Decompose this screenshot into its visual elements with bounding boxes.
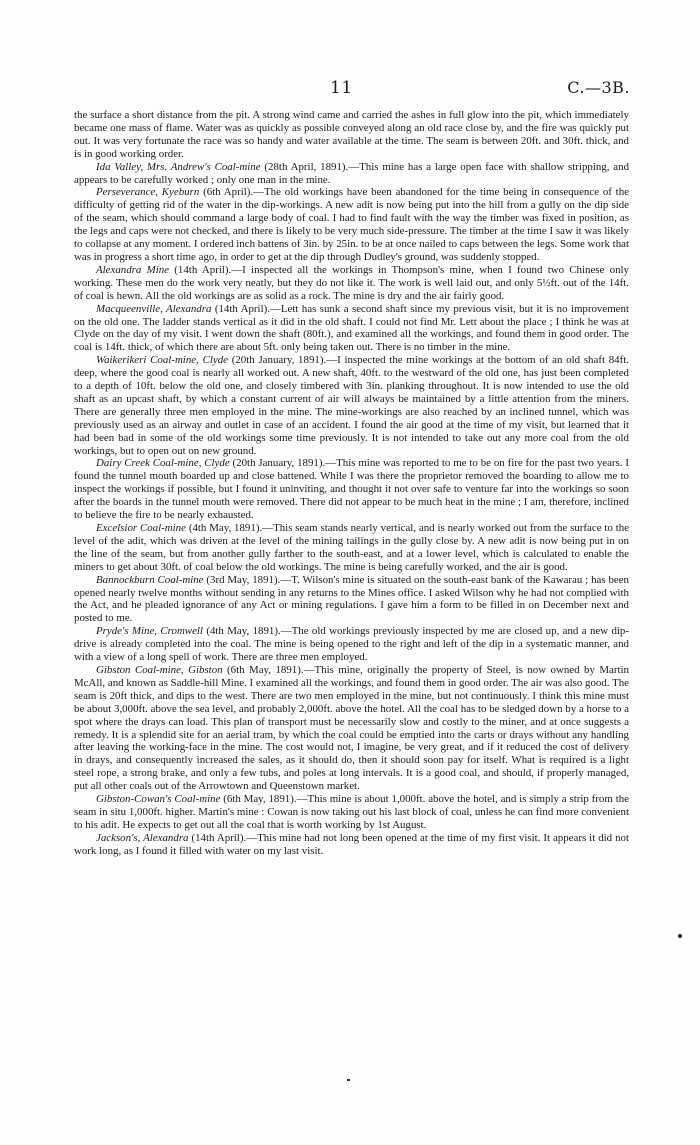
report-paragraph <box>74 832 629 858</box>
mine-title: Excelsior Coal-mine <box>96 522 186 534</box>
report-paragraph <box>74 109 629 161</box>
report-paragraph <box>74 793 629 832</box>
report-paragraph <box>74 161 629 187</box>
page-header <box>0 78 700 100</box>
report-body <box>74 109 629 858</box>
paragraph-text: (4th May, 1891).—The old workings previously inspected by me are closed up, and a new dip-drive is already completed into the coal. The mine is being opened to the right and left of the dip in a systematic manner, and with a view of a long spell of work. There are three men employed. <box>74 625 629 664</box>
margin-dot-mark <box>678 934 682 938</box>
mine-title: Waikerikeri Coal-mine, Clyde <box>96 354 228 367</box>
paragraph-text: (14th April).—Lett has sunk a second shaft since my previous visit, but it is no improvement on the old one. The ladder stands vertical as it did in the old shaft. I could not find Mr. Lett about the place ; I think he was at Clyde on the day of my visit. I went down the shaft (80ft.), and examined all the workings, and found them in good order. The coal is 14ft. thick, of which there are about 5ft. only being taken out. There is no timber in the mine. <box>74 302 629 354</box>
report-paragraph <box>74 186 629 263</box>
report-paragraph <box>74 625 629 664</box>
paragraph-text: the surface a short distance from the pit. A strong wind came and carried the ashes in full glow into the pit, which immediately became one mass of flame. Water was as quickly as possible conveyed along an old race close by, and the fire was quickly put out. It was very fortunate the race was so handy and water available at the time. The seam is between 20ft. and 30ft. thick, and is in good working order. <box>74 109 629 160</box>
paragraph-text: (28th April, 1891).—This mine has a large open face with shallow stripping, and appears to be carefully worked ; only one man in the mine. <box>74 160 630 186</box>
mine-title: Gibston-Cowan's Coal-mine <box>96 793 221 806</box>
mine-title: Ida Valley, Mrs. Andrew's Coal-mine <box>96 160 261 173</box>
report-paragraph <box>74 457 629 522</box>
paragraph-text: (6th April).—The old workings have been abandoned for the time being in consequence of the difficulty of getting rid of the water in the dip-workings. A new adit is now being put into the hill from a gully on the dip side of the seam, which should command a large body of coal. I had to find fault with the way the timber was fixed in position, as the legs and caps were not checked, and there is likely to be very much side-pressure. The timber at the time I saw it was likely to collapse at any moment. I ordered inch battens of 3in. by 25in. to be at once nailed to caps between the legs. Some work that was in progress a short time ago, in order to get at the dip through Dudley's ground, was suddenly stopped. <box>74 186 629 263</box>
report-paragraph <box>74 522 629 574</box>
paragraph-text: (20th January, 1891).—I inspected the mine workings at the bottom of an old shaft 84ft. deep, where the good coal is nearly all worked out. A new shaft, 40ft. to the westward of the old one, has just been completed to a depth of 10ft. below the old one, and closely timbered with 3in. planking throughout. It is now intended to use the old shaft as an upcast shaft, by which a constant current of air will always be maintained by a little attention from the miners. There are generally three men employed in the mine. The mine-workings are also reached by an inclined tunnel, which was previously used as an airway and outlet in case of an accident. I found the air good at the time of my visit, but learned that it had been bad in some of the old workings some time previously. It is not intended to take out any more coal from the old workings, but to open out on new ground. <box>74 354 629 457</box>
paragraph-text: (14th April).—I inspected all the workings in Thompson's mine, when I found two Chinese only working. These men do the work very neatly, but they do not like it. The work is well laid out, and only 5½ft. out of the 14ft. of coal is hewn. All the old workings are as solid as a rock. The mine is dry and the air fairly good. <box>74 263 630 302</box>
document-reference: C.—3B. <box>567 78 630 97</box>
printing-speck-mark <box>347 1079 350 1081</box>
mine-title: Jackson's, Alexandra <box>96 831 189 844</box>
mine-title: Bannockburn Coal-mine <box>96 573 204 586</box>
mine-title: Macqueenville, Alexandra <box>96 302 212 315</box>
mine-title: Alexandra Mine <box>96 263 170 276</box>
report-paragraph <box>74 664 629 793</box>
report-paragraph <box>74 354 629 457</box>
paragraph-text: (4th May, 1891).—This seam stands nearly vertical, and is nearly worked out from the surface to the level of the adit, which was driven at the level of the mining tailings in the gully close by. A new adit is now being put in on the line of the seam, but from another gully farther to the south-east, and at a lower level, which is calculated to enable the miners to get about 30ft. of coal below the old workings. The mine is being carefully worked, and the air is good. <box>74 522 630 573</box>
paragraph-text: (6th May, 1891).—This mine is about 1,000ft. above the hotel, and is simply a strip from the seam in situ 1,000ft. higher. Martin's mine : Cowan is now taking out his last block of coal, unless he can find more convenient to his adit. He expects to get out all the coal that is worth working by 1st August. <box>74 793 630 831</box>
mine-title: Perseverance, Kyeburn <box>96 186 200 199</box>
paragraph-text: (14th April).—This mine had not long been opened at the time of my first visit. It appears it did not work long, as I found it filled with water on my last visit. <box>74 831 630 857</box>
page-number: 11 <box>330 78 353 98</box>
report-paragraph <box>74 574 629 626</box>
mine-title: Gibston Coal-mine, Gibston <box>96 663 223 676</box>
mine-title: Pryde's Mine, Cromwell <box>96 625 203 638</box>
paragraph-text: (6th May, 1891).—This mine, originally the property of Steel, is now owned by Martin McAll, and known as Saddle-hill Mine. I examined all the workings, and found them in good order. The air was also good. The seam is 20ft thick, and dips to the west. There are two men employed in the mine, but not continuously. I think this mine must be about 3,000ft. above the sea level, and probably 2,000ft. above the hotel. All the coal has to be sledged down by a horse to a spot where the drays can load. This plan of transport must be necessarily slow and costly to the miner, and at once suggests a remedy. It is a splendid site for an aerial tram, by which the coal could be emptied into the carts or drays without any handling after leaving the working-face in the mine. The cost would not, I imagine, be very great, and if it reduced the cost of delivery in drays, and consequently increased the sales, as it should do, then it should soon pay for itself. What is required is a light steel rope, a strong brake, and only a few tubs, and poles at long intervals. It is a good coal, and should, if properly managed, put all other coals out of the Arrowtown and Queenstown market. <box>74 663 629 793</box>
paragraph-text: (20th January, 1891).—This mine was reported to me to be on fire for the past two years. I found the tunnel mouth boarded up and close battened. While I was there the proprietor removed the boarding to allow me to inspect the workings if possible, but I found it uninviting, and thought it not over safe to venture far into the workings so soon after the boards in the tunnel mouth were removed. There did not appear to be much heat in the mine ; I am, therefore, inclined to believe the fire to be nearly exhausted. <box>74 457 629 522</box>
report-paragraph <box>74 264 629 303</box>
report-paragraph <box>74 303 629 355</box>
mine-title: Dairy Creek Coal-mine, Clyde <box>96 457 230 470</box>
paragraph-text: (3rd May, 1891).—T. Wilson's mine is situated on the south-east bank of the Kawarau ; has been opened nearly twelve months without sending in any returns to the Mines office. I asked Wilson why he had not complied with the Act, and he pleaded ignorance of any Act or mining regulations. I gave him a form to be filled in on December next and posted to me. <box>74 573 629 625</box>
